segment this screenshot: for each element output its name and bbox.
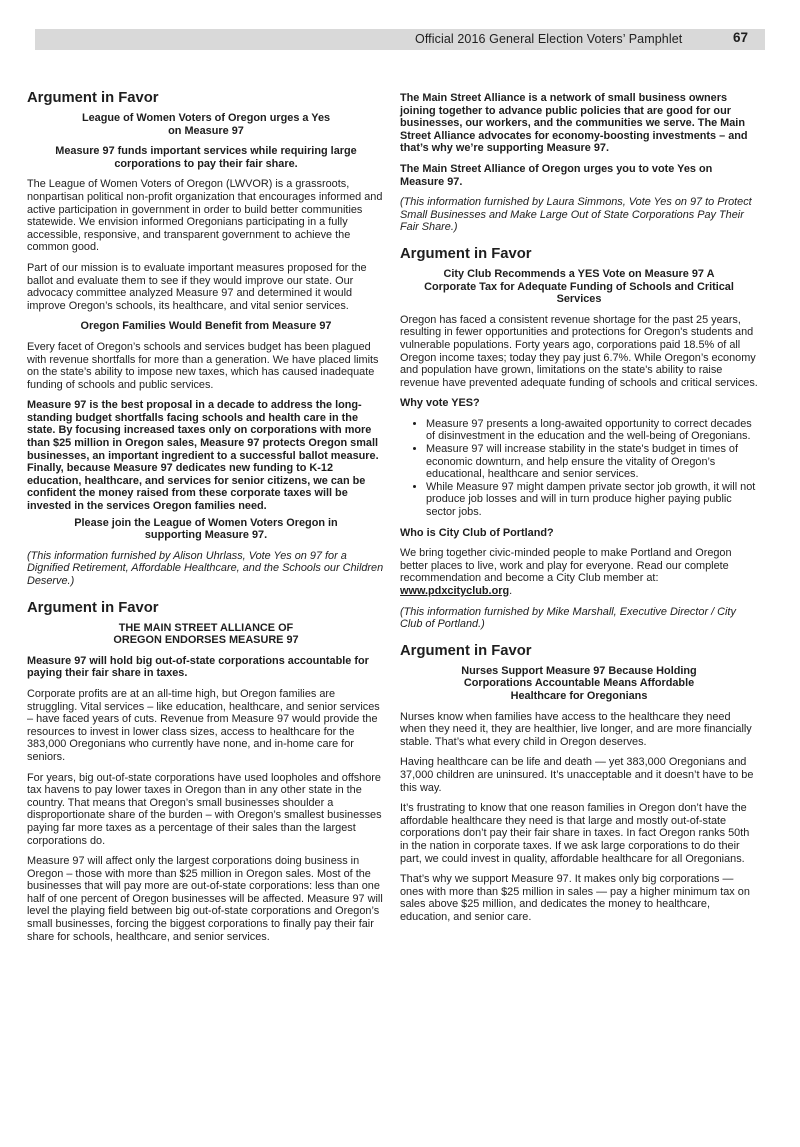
list-item: • Measure 97 presents a long-awaited opportunity to correct decades of disinvestment in the education and the well-being of Oregonians. [426,418,758,443]
pamphlet-title: Official 2016 General Election Voters’ Pamphlet [415,32,683,46]
argument-heading: Argument in Favor [27,90,159,106]
argument-heading: Argument in Favor [400,642,532,659]
argument-subheading: Measure 97 funds important services while requiring large corporations to pay their fair share. [55,145,357,170]
paragraph-bold: Measure 97 will hold big out-of-state corporations accountable for paying their fair share in taxes. [27,654,369,680]
argument-subheading: City Club Recommends a YES Vote on Measure 97 A Corporate Tax for Adequate Funding of Schools and Critical Services [424,267,734,306]
paragraph: Measure 97 will affect only the largest corporations doing business in Oregon – those with more than $25 million in Oregon sales. Most of the businesses that will pay more are out-of-state corporations: less than one half of one percent of Oregon businesses will be affected. Measure 97 will level the playing field between big out-of-state corporations and Oregon’s small businesses, forcing the biggest corporations to finally pay their fair share for schools, healthcare, and senior services. [27,855,383,943]
section-label: Who is City Club of Portland? [400,526,554,539]
argument-subheading: THE MAIN STREET ALLIANCE OF OREGON ENDORSES MEASURE 97 [113,621,299,647]
argument-subheading: Nurses Support Measure 97 Because Holding Corporations Accountable Means Affordable Healthcare for Oregonians [461,664,697,702]
paragraph: Part of our mission is to evaluate important measures proposed for the ballot and evaluate them to see if they would improve our state. Our advocacy committee analyzed Measure 97 and determined it would improve Oregon’s schools, its healthcare, and vital senior services. [27,261,367,312]
paragraph: That’s why we support Measure 97. It makes only big corporations — ones with more than $25 million in sales — pay a higher minimum tax on sales above $25 million, and dedicates the money to healthcare, education, and senior care. [400,873,750,923]
paragraph-bold: The Main Street Alliance of Oregon urges you to vote Yes on Measure 97. [400,162,713,188]
city-club-link[interactable]: www.pdxcityclub.org [400,585,510,597]
furnished-by-credit: (This information furnished by Alison Uhrlass, Vote Yes on 97 for a Dignified Retirement, Affordable Healthcare, and the Schools our Children Deserve.) [27,549,384,587]
left-column [27,90,385,951]
paragraph: Oregon has faced a consistent revenue shortage for the past 25 years, resulting in fewer opportunities and protections for Oregon's students and vulnerable populations. Forty years ago, corporations paid 18.5% of all Oregon income taxes; today they pay just 6.7%. While Oregon’s economy and population have grown, limitations on the state's ability to raise revenue have prevented adequate funding of schools and critical services. [400,313,758,389]
paragraph: Every facet of Oregon’s schools and services budget has been plagued with revenue shortfalls for more than a generation. We have placed limits on the state’s ability to impose new taxes, which has caused inadequate funding of schools and public services. [27,340,379,391]
reasons-list [400,418,758,519]
paragraph: Nurses know when families have access to the healthcare they need when they need it, they are healthier, live longer, and are more financially stable. That’s what every child in Oregon deserves. [400,710,752,748]
section-label: Why vote YES? [400,397,480,410]
paragraph: Corporate profits are at an all-time high, but Oregon families are struggling. Vital services – like education, healthcare, and senior services – have faced years of cuts. Revenue from Measure 97 would provide the resources to invest in lower class sizes, access to healthcare for the 383,000 Oregonians who currently have none, and in-home care for seniors. [27,687,380,763]
argument-heading: Argument in Favor [27,599,159,616]
paragraph: For years, big out-of-state corporations have used loopholes and offshore tax havens to pay lower taxes in Oregon than in any other state in the country. That means that Oregon’s small businesses shoulder a disproportionate share of the burden – with Oregon’s smallest businesses paying far more taxes as a percentage of their sales than the largest corporations do. [27,771,382,847]
argument-heading: Argument in Favor [400,245,532,262]
furnished-by-credit: (This information furnished by Laura Simmons, Vote Yes on 97 to Protect Small Businesses and Make Large Out of State Corporations Pay Their Fair Share.) [400,196,752,234]
section-subheading: Oregon Families Would Benefit from Measure 97 [80,320,332,333]
paragraph: We bring together civic-minded people to make Portland and Oregon better places to live, work and play for everyone. Read our complete recommendation and become a City Club member at: www.pdxcityclub.org. [400,547,732,597]
paragraph-bold: The Main Street Alliance is a network of small business owners joining together to advance public policies that are good for our businesses, our workers, and the communities we serve. The Main Street Alliance advocates for economy-boosting investments – and that’s why we’re supporting Measure 97. [400,92,748,155]
paragraph-text: We bring together civic-minded people to make Portland and Oregon better places to live, work and play for everyone. Read our complete recommendation and become a City Club member at: [400,547,732,585]
paragraph: The League of Women Voters of Oregon (LWVOR) is a grassroots, nonpartisan political non-profit organization that encourages informed and active participation in government in order to build better communities statewide. We envision informed Oregonians participating in a fully accessible, responsive, and transparent government to achieve the common good. [27,178,383,254]
call-to-action: Please join the League of Women Voters Oregon in supporting Measure 97. [74,516,338,542]
paragraph-bold: Measure 97 is the best proposal in a decade to address the long-standing budget shortfalls facing schools and health care in the state. By focusing increased taxes only on corporations with more than $25 million in Oregon sales, Measure 97 protects Oregon small businesses, an important ingredient to a successful ballot measure. Finally, because Measure 97 dedicates new funding to K-12 education, healthcare, and services for senior citizens, we can be confident the money raised from these corporate taxes will be invested in the services Oregon families need. [27,399,379,513]
paragraph: Having healthcare can be life and death — yet 383,000 Oregonians and 37,000 children are uninsured. It’s unacceptable and it doesn’t have to be this way. [400,756,754,794]
paragraph: It’s frustrating to know that one reason families in Oregon don’t have the affordable healthcare they need is that large and mostly out-of-state corporations don’t pay their fair share in taxes. In fact Oregon ranks 50th in the nation in corporate taxes. If we ask large corporations to do their part, we could invest in quality, affordable healthcare for all Oregonians. [400,802,750,865]
furnished-by-credit: (This information furnished by Mike Marshall, Executive Director / City Club of Portland.) [400,605,736,631]
page-number: 67 [733,30,749,45]
argument-subheading: League of Women Voters of Oregon urges a Yes on Measure 97 [81,112,331,137]
list-item: • While Measure 97 might dampen private sector job growth, it will not produce job losses and will in turn produce higher paying public sector jobs. [426,481,758,519]
list-item: • Measure 97 will increase stability in the state's budget in times of economic downturn, and help ensure the vitality of Oregon’s educational, healthcare and senior services. [426,443,758,481]
right-column [400,92,758,931]
